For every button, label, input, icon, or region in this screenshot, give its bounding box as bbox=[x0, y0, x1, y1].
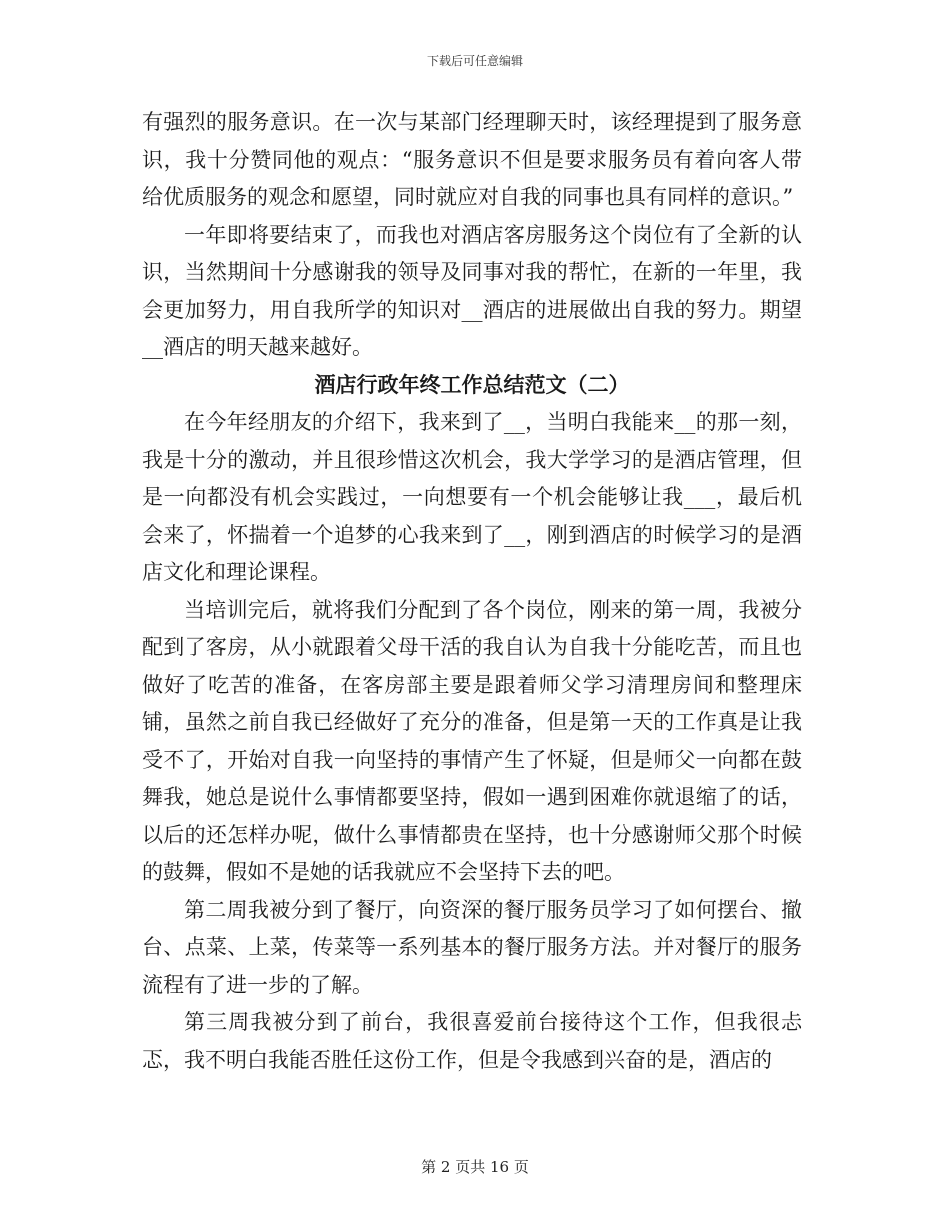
paragraph: 第二周我被分到了餐厅，向资深的餐厅服务员学习了如何摆台、撤台、点菜、上菜，传菜等一系列基本的餐厅服务方法。并对餐厅的服务流程有了进一步的了解。 bbox=[142, 897, 802, 997]
paragraph: 一年即将要结束了，而我也对酒店客房服务这个岗位有了全新的认识，当然期间十分感谢我的领导及同事对我的帮忙，在新的一年里，我会更加努力，用自我所学的知识对__酒店的进展做出自我的努力。期望__酒店的明天越来越好。 bbox=[142, 222, 802, 359]
page-footer: 第 2 页共 16 页 bbox=[421, 1158, 529, 1176]
paragraph: 第三周我被分到了前台，我很喜爱前台接待这个工作，但我很忐忑，我不明白我能否胜任这份工作，但是令我感到兴奋的是，酒店的 bbox=[142, 1010, 802, 1072]
section-title: 酒店行政年终工作总结范文（二） bbox=[314, 372, 630, 397]
document-body bbox=[142, 104, 802, 1079]
page-header: 下载后可任意编辑 bbox=[426, 54, 523, 68]
paragraph: 有强烈的服务意识。在一次与某部门经理聊天时，该经理提到了服务意识，我十分赞同他的观点：“服务意识不但是要求服务员有着向客人带给优质服务的观念和愿望，同时就应对自我的同事也具有同样的意识。” bbox=[142, 110, 802, 209]
paragraph: 在今年经朋友的介绍下，我来到了__，当明白我能来__的那一刻，我是十分的激动，并且很珍惜这次机会，我大学学习的是酒店管理，但是一向都没有机会实践过，一向想要有一个机会能够让我___，最后机会来了，怀揣着一个追梦的心我来到了__，刚到酒店的时候学习的是酒店文化和理论课程。 bbox=[142, 410, 802, 584]
paragraph: 当培训完后，就将我们分配到了各个岗位，刚来的第一周，我被分配到了客房，从小就跟着父母干活的我自认为自我十分能吃苦，而且也做好了吃苦的准备，在客房部主要是跟着师父学习清理房间和整理床铺，虽然之前自我已经做好了充分的准备，但是第一天的工作真是让我受不了，开始对自我一向坚持的事情产生了怀疑，但是师父一向都在鼓舞我，她总是说什么事情都要坚持，假如一遇到困难你就退缩了的话，以后的还怎样办呢，做什么事情都贵在坚持，也十分感谢师父那个时候的鼓舞，假如不是她的话我就应不会坚持下去的吧。 bbox=[142, 597, 802, 884]
